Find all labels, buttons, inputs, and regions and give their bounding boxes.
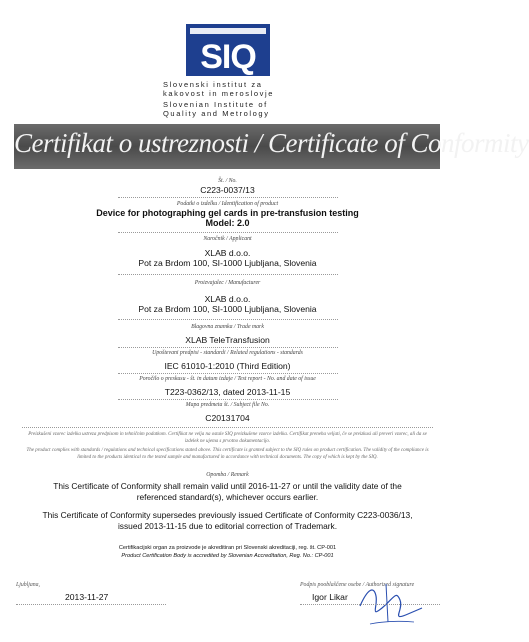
institute-name-sl-1: Slovenski institut za	[163, 80, 263, 89]
product-model: Model: 2.0	[205, 218, 250, 228]
divider	[118, 274, 338, 275]
test-report: T223-0362/13, dated 2013-11-15	[164, 387, 291, 397]
manufacturer-address: Pot za Brdom 100, SI-1000 Ljubljana, Slovenia	[138, 304, 317, 314]
accreditation-slovene: Certifikacijski organ za proizvode je akreditiran pri Slovenski akreditaciji, reg. št. CP-001	[118, 545, 337, 551]
applicant-address: Pot za Brdom 100, SI-1000 Ljubljana, Slovenia	[138, 258, 317, 268]
institute-name-en-1: Slovenian Institute of	[163, 100, 268, 109]
manufacturer-label: Proizvajalec / Manufacturer	[194, 280, 261, 286]
subject-file-number: C20131704	[205, 413, 250, 423]
product-label: Podatki o izdelku / Identification of product	[176, 201, 279, 207]
certificate-title: Certifikat o ustreznosti / Certificate of Conformity	[14, 128, 529, 158]
institute-name-en-2: Quality and Metrology	[163, 109, 270, 118]
certificate-title-banner	[14, 124, 529, 169]
fineprint-english: The product complies with standards / regulations and technical specifications stated above. This certificate is granted subject to the SIQ rules on product certification. The validity of the compliance is limited to the products identical to the tested sample and manufactured in accordance with technical documents. The copy of which is kept by the SIQ.	[26, 448, 429, 460]
divider	[118, 319, 338, 320]
divider	[118, 347, 338, 348]
applicant-name: XLAB d.o.o.	[204, 248, 251, 258]
logo-stripe	[190, 28, 266, 34]
number-label: Št. / No.	[218, 178, 237, 184]
manufacturer-name: XLAB d.o.o.	[204, 294, 251, 304]
standards-label: Upoštevani predpisi - standardi / Related regulations - standards	[152, 350, 303, 356]
trademark: XLAB TeleTransfusion	[185, 335, 270, 345]
divider	[118, 373, 338, 374]
accreditation-english: Product Certification Body is accredited by Slovenian Accreditation, Reg. No.: CP-001	[121, 553, 334, 559]
product-name: Device for photographing gel cards in pre-transfusion testing	[96, 208, 359, 218]
place-label: Ljubljana,	[16, 582, 40, 588]
applicant-label: Naročnik / Applicant	[203, 236, 252, 242]
remark-validity: This Certificate of Conformity shall remain valid until 2016-11-27 or until the validity date of the referenced standard(s), whichever occurs earlier.	[53, 481, 402, 502]
divider	[118, 399, 338, 400]
divider	[22, 427, 433, 428]
divider	[118, 232, 338, 233]
remark-supersedes: This Certificate of Conformity supersedes previously issued Certificate of Conformity C223-0036/13, issued 2013-11-15 due to editorial correction of Trademark.	[42, 510, 413, 531]
remark-label: Opomba / Remark	[206, 472, 249, 478]
file-label: Mapa predmeta št. / Subject file No.	[185, 402, 270, 408]
standard: IEC 61010-1:2010 (Third Edition)	[164, 361, 291, 371]
signature-rule	[300, 604, 440, 605]
handwritten-signature	[330, 578, 430, 628]
siq-logo	[186, 24, 270, 76]
signatory-name: Igor Likar	[312, 592, 348, 602]
fineprint-slovene: Preizkušeni vzorec izdelka ustreza predpisom in tehničnim podatkom. Certifikat ne velja na ostale SIQ preizkušene vzorce izdelka. Certifikat preneha veljati, če se preizkusi ali preveri vzorec, ali da se izdelek ne ujema s prvotno dokumentacijo.	[28, 432, 427, 444]
certificate-number: C223-0037/13	[200, 185, 255, 195]
divider	[118, 197, 338, 198]
date-rule	[16, 604, 166, 605]
institute-name-sl-2: kakovost in meroslovje	[163, 89, 275, 98]
trademark-label: Blagovna znamka / Trade mark	[191, 324, 264, 330]
issue-date: 2013-11-27	[65, 592, 109, 602]
logo-text: SIQ	[200, 38, 256, 76]
signature-label: Podpis pooblaščene osebe / Authorized signature	[300, 582, 415, 588]
report-label: Poročilo o preskusu - št. in datum izdaje / Test report - No. and date of issue	[139, 376, 316, 382]
